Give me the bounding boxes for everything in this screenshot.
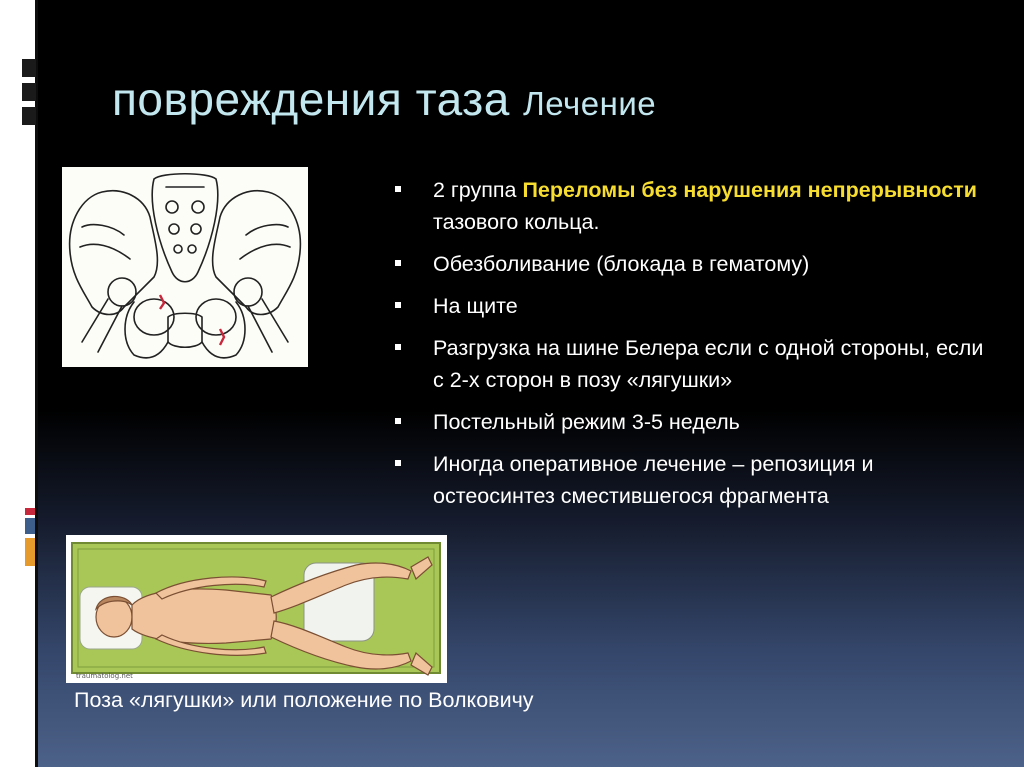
slide-title — [112, 72, 656, 126]
accent-orange-stripe — [25, 538, 35, 566]
bullet-text-prefix: 2 группа — [433, 178, 523, 202]
image-caption: Поза «лягушки» или положение по Волковичу — [74, 688, 534, 712]
bullet-marker-icon — [395, 186, 401, 192]
accent-red-stripe — [25, 508, 35, 515]
bullet-item — [395, 448, 995, 512]
bullet-item — [395, 332, 995, 396]
patient-on-board-icon — [66, 535, 447, 683]
watermark-text: traumatolog.net — [76, 672, 133, 680]
bullet-marker-icon — [395, 460, 401, 466]
bullet-item — [395, 406, 995, 438]
bullet-marker-icon — [395, 302, 401, 308]
bullet-text: Обезболивание (блокада в гематому) — [433, 252, 810, 276]
bullet-marker-icon — [395, 344, 401, 350]
bullet-text: Постельный режим 3-5 недель — [433, 410, 740, 434]
bullet-item — [395, 290, 995, 322]
bullet-text: На щите — [433, 294, 518, 318]
pelvis-fracture-illustration — [62, 167, 308, 367]
bullet-text-suffix: тазового кольца. — [433, 210, 600, 234]
pelvis-icon — [62, 167, 308, 367]
title-main: повреждения таза — [112, 73, 510, 125]
bullet-list — [395, 174, 995, 522]
bullet-item — [395, 248, 995, 280]
bullet-highlight: Переломы без нарушения непрерывности — [522, 178, 977, 202]
frog-position-illustration — [66, 535, 447, 683]
left-margin-strip — [0, 0, 38, 767]
decorative-bars — [22, 59, 36, 125]
bullet-text: Разгрузка на шине Белера если с одной стороны, если с 2-х сторон в позу «лягушки» — [433, 336, 984, 392]
bullet-marker-icon — [395, 260, 401, 266]
bullet-marker-icon — [395, 418, 401, 424]
bullet-item — [395, 174, 995, 238]
accent-blue-stripe — [25, 518, 35, 534]
title-subtitle: Лечение — [523, 85, 657, 122]
bullet-text: Иногда оперативное лечение – репозиция и остеосинтез сместившегося фрагмента — [433, 452, 874, 508]
